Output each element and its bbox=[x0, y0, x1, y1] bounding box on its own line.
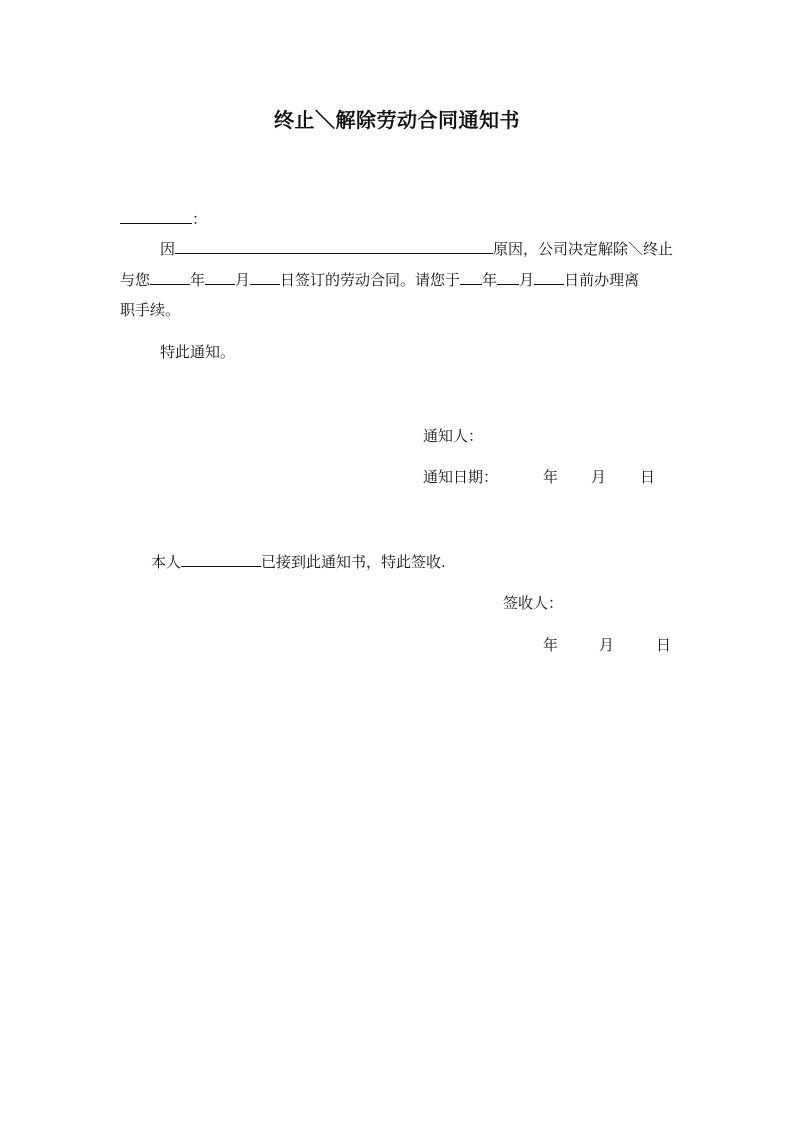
sign-date-day: 日 bbox=[656, 636, 672, 654]
notice-text: 特此通知。 bbox=[160, 343, 236, 361]
reason-prefix: 因 bbox=[160, 240, 176, 258]
sign-date-month: 月 bbox=[599, 636, 615, 654]
recipient-name-blank[interactable] bbox=[120, 208, 192, 224]
contract-month-blank[interactable] bbox=[205, 269, 235, 285]
month-text: 月 bbox=[235, 271, 251, 289]
document-title: 终止＼解除劳动合同通知书 bbox=[274, 108, 520, 132]
signed-contract-text: 日签订的劳动合同。请您于 bbox=[280, 271, 461, 289]
notice-date-year: 年 bbox=[543, 468, 559, 486]
contract-year-blank[interactable] bbox=[150, 269, 190, 285]
signer-label: 签收人： bbox=[503, 594, 564, 612]
year-text: 年 bbox=[482, 271, 498, 289]
receipt-prefix: 本人 bbox=[151, 553, 182, 571]
para1-line3: 职手续。 bbox=[120, 301, 181, 319]
notice-date-day: 日 bbox=[640, 468, 656, 486]
sign-date-year: 年 bbox=[543, 636, 559, 654]
leave-year-blank[interactable] bbox=[460, 269, 482, 285]
reason-suffix: 原因，公司决定解除＼终止 bbox=[493, 240, 674, 258]
para1-line2 bbox=[120, 269, 639, 290]
contract-day-blank[interactable] bbox=[250, 269, 280, 285]
leave-procedure-text: 日前办理离 bbox=[564, 271, 640, 289]
month-text: 月 bbox=[519, 271, 535, 289]
year-text: 年 bbox=[190, 271, 206, 289]
notifier-label: 通知人： bbox=[423, 427, 484, 445]
notice-date-label: 通知日期： bbox=[423, 468, 499, 486]
notice-date-month: 月 bbox=[591, 468, 607, 486]
receipt-suffix: 已接到此通知书，特此签收. bbox=[261, 553, 446, 571]
leave-month-blank[interactable] bbox=[497, 269, 519, 285]
reason-blank[interactable] bbox=[175, 238, 493, 254]
leave-day-blank[interactable] bbox=[534, 269, 564, 285]
with-you-text: 与您 bbox=[120, 271, 151, 289]
recipient-line bbox=[120, 208, 207, 229]
para1-line1 bbox=[160, 238, 673, 259]
receipt-line bbox=[151, 551, 446, 572]
recipient-colon: ： bbox=[192, 210, 208, 228]
receipt-name-blank[interactable] bbox=[181, 551, 261, 567]
